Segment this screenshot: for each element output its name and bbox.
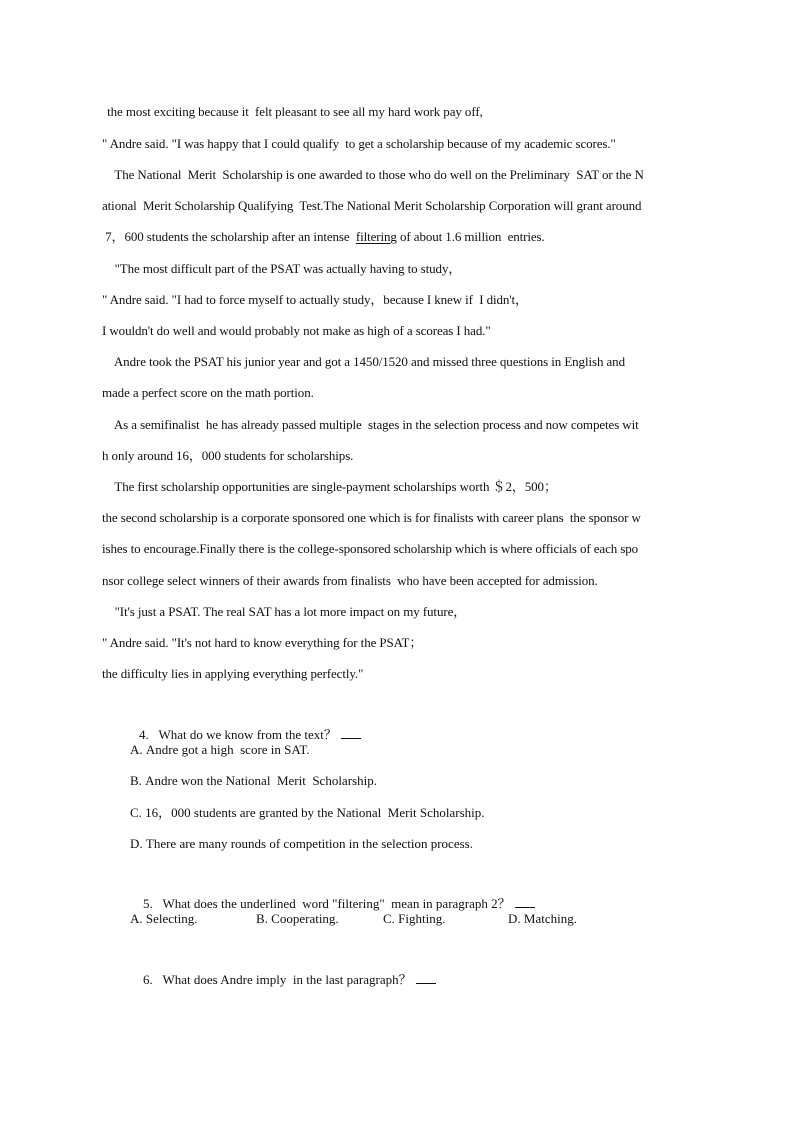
question-5-option-d[interactable] — [508, 911, 577, 927]
passage-line: "The most difficult part of the PSAT was actually having to study， — [102, 261, 462, 276]
question-text: What does the underlined word "filtering" mean in paragraph 2？ — [162, 896, 511, 911]
passage-line: The first scholarship opportunities are single-payment scholarships worth ＄2，500； — [102, 479, 557, 494]
passage-line: I wouldn't do well and would probably not make as high of a scoreas I had." — [102, 323, 491, 338]
passage-line: As a semifinalist he has already passed multiple stages in the selection process and now competes wit — [102, 417, 639, 432]
question-5-option-b[interactable] — [256, 911, 339, 927]
underlined-word-filtering: filtering — [355, 229, 397, 244]
question-text: What do we know from the text？ — [158, 727, 337, 742]
passage-line: the most exciting because it felt pleasant to see all my hard work pay off, — [104, 104, 483, 119]
question-6 — [130, 956, 436, 1004]
passage-line: " Andre said. "I was happy that I could qualify to get a scholarship because of my academic scores." — [102, 136, 616, 151]
option-text: Fighting. — [398, 911, 446, 926]
option-letter: A. — [130, 742, 143, 757]
passage-line: the difficulty lies in applying everything perfectly." — [102, 666, 364, 681]
option-text: Matching. — [523, 911, 577, 926]
passage-line-tail: of about 1.6 million entries. — [396, 229, 545, 244]
option-text: 16，000 students are granted by the National Merit Scholarship. — [145, 805, 485, 820]
answer-blank[interactable] — [515, 896, 535, 908]
answer-blank[interactable] — [341, 727, 361, 739]
option-text: There are many rounds of competition in the selection process. — [145, 836, 473, 851]
option-text: Andre got a high score in SAT. — [145, 742, 310, 757]
question-number: 5. — [143, 896, 153, 911]
option-letter: C. — [383, 911, 395, 926]
option-text: Selecting. — [145, 911, 198, 926]
passage-line: " Andre said. "It's not hard to know everything for the PSAT； — [102, 635, 423, 650]
passage-line: the second scholarship is a corporate sponsored one which is for finalists with career plans the sponsor w — [102, 510, 641, 525]
question-4-option-d[interactable] — [130, 836, 473, 852]
option-letter: D. — [130, 836, 143, 851]
question-4-option-b[interactable] — [130, 773, 377, 789]
passage-line: Andre took the PSAT his junior year and got a 1450/1520 and missed three questions in English and — [102, 354, 625, 369]
passage-line: ational Merit Scholarship Qualifying Test.The National Merit Scholarship Corporation will grant around — [102, 198, 642, 213]
option-text: Cooperating. — [271, 911, 339, 926]
passage-line: "It's just a PSAT. The real SAT has a lot more impact on my future， — [102, 604, 467, 619]
passage-line: ishes to encourage.Finally there is the college-sponsored scholarship which is where officials of each spo — [102, 541, 639, 556]
passage-line: made a perfect score on the math portion. — [102, 385, 314, 400]
option-letter: A. — [130, 911, 143, 926]
passage-line-with-underline — [102, 229, 545, 245]
question-number: 4. — [139, 727, 149, 742]
question-text: What does Andre imply in the last paragraph？ — [162, 972, 412, 987]
option-letter: C. — [130, 805, 142, 820]
option-text: Andre won the National Merit Scholarship. — [145, 773, 377, 788]
answer-blank[interactable] — [416, 972, 436, 984]
question-5-option-c[interactable] — [383, 911, 446, 927]
passage-line: The National Merit Scholarship is one awarded to those who do well on the Preliminary SAT or the N — [102, 167, 644, 182]
question-4-option-a[interactable] — [130, 742, 310, 758]
passage-line: h only around 16，000 students for scholarships. — [102, 448, 354, 463]
option-letter: D. — [508, 911, 521, 926]
passage-line: " Andre said. "I had to force myself to actually study，because I knew if I didn't， — [102, 292, 528, 307]
option-letter: B. — [130, 773, 142, 788]
passage-line-head: 7，600 students the scholarship after an intense — [102, 229, 356, 244]
passage-line: nsor college select winners of their awards from finalists who have been accepted for admission. — [102, 573, 598, 588]
question-number: 6. — [143, 972, 153, 987]
option-letter: B. — [256, 911, 268, 926]
question-5-option-a[interactable] — [130, 911, 198, 927]
question-4-option-c[interactable] — [130, 805, 485, 821]
